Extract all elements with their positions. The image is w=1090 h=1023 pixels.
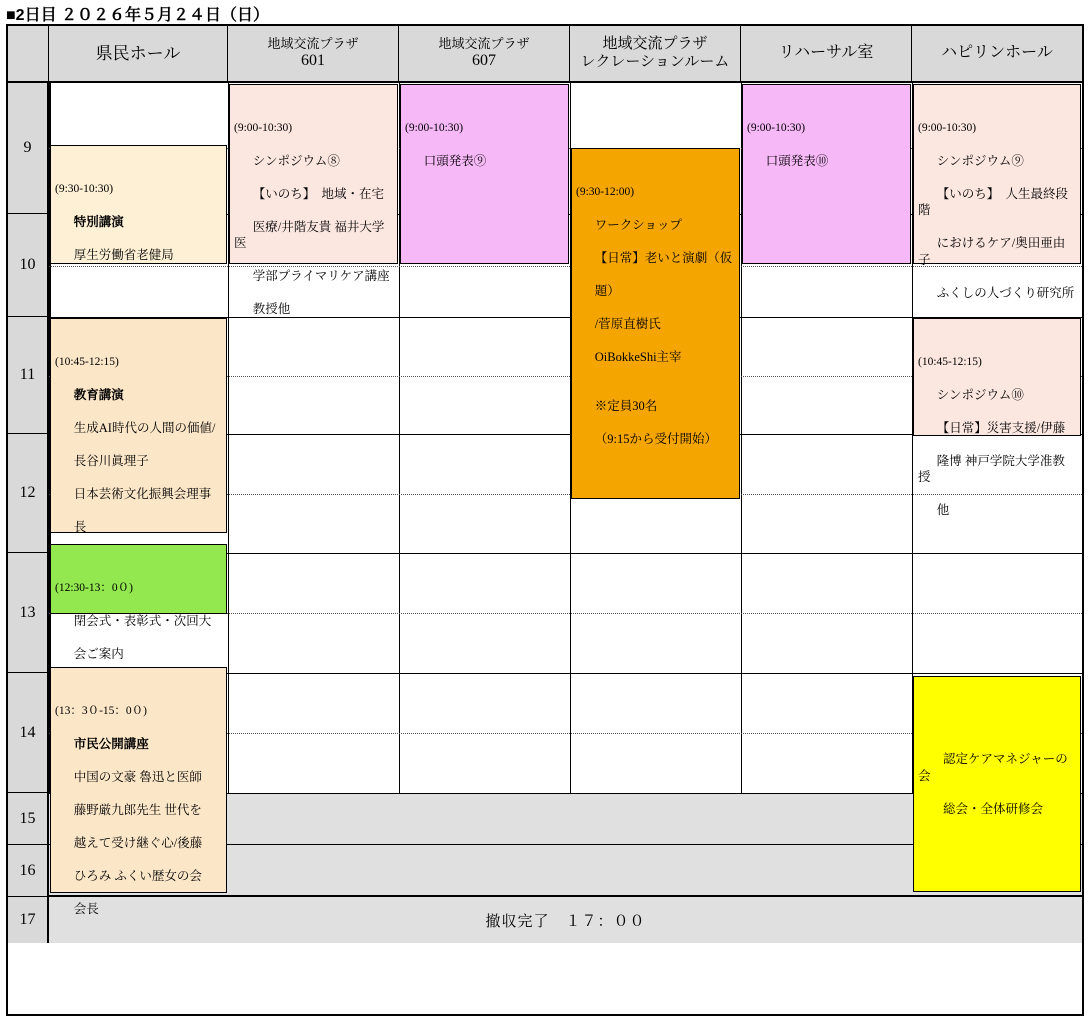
event-workshop-line4: /菅原直樹氏 [594, 316, 661, 331]
header-plaza-607-sub: 607 [472, 51, 496, 69]
event-workshop-line7: （9:15から受付開始） [594, 432, 717, 447]
event-citizen-lecture-line3: 藤野厳九郎先生 世代を [73, 802, 202, 817]
event-special-lecture[interactable] [50, 145, 227, 264]
event-symposium-10-line4: 他 [936, 503, 950, 518]
event-citizen-lecture-line5: ひろみ ふくい歴女の会 [73, 868, 202, 883]
event-citizen-lecture-line2: 中国の文豪 魯迅と医師 [73, 769, 202, 784]
event-special-lecture-line1: 特別講演 [73, 214, 124, 229]
header-rehearsal-room [741, 26, 912, 83]
event-oral-10[interactable] [742, 84, 911, 264]
header-plaza-601-label: 地域交流プラザ [267, 35, 359, 51]
event-symposium-9-line1: シンポジウム⑨ [936, 153, 1024, 168]
event-education-lecture-line4: 日本芸術文化振興会理事 [73, 486, 212, 501]
event-closing-ceremony[interactable] [50, 544, 227, 661]
event-citizen-lecture-line6: 会長 [73, 901, 99, 916]
header-plaza-recreation-sub: レクレーションルーム [580, 53, 730, 70]
event-symposium-8-time: (9:00-10:30) [234, 122, 293, 134]
header-plaza-recreation-label: 地域交流プラザ [602, 36, 708, 53]
event-citizen-lecture-line1: 市民公開講座 [73, 736, 149, 751]
event-symposium-10[interactable] [913, 318, 1081, 518]
event-oral-9[interactable] [400, 84, 569, 264]
event-citizen-lecture-time: (13：3０-15：0０) [55, 705, 147, 717]
event-workshop-line5: OiBokkeShi主宰 [594, 349, 682, 364]
event-special-lecture-time: (9:30-10:30) [55, 183, 114, 195]
event-closing-ceremony-line1: 閉会式・表彰式・次回大 [73, 613, 212, 628]
event-education-lecture[interactable] [50, 318, 227, 533]
time-label-14 [8, 673, 49, 793]
time-12-text: 12 [19, 484, 36, 501]
time-9-text: 9 [23, 139, 32, 156]
event-oral-9-time: (9:00-10:30) [405, 122, 464, 134]
time-16-text: 16 [19, 861, 36, 879]
event-citizen-lecture-line4: 越えて受け継ぐ心/後藤 [73, 835, 203, 850]
header-hapirin-hall [912, 26, 1082, 83]
schedule-grid [6, 24, 1084, 1016]
event-citizen-lecture[interactable] [50, 667, 227, 916]
event-symposium-8-line2: 【いのち】 地域・在宅 [252, 186, 385, 201]
event-symposium-9-line4: ふくしの人づくり研究所 [936, 285, 1075, 300]
time-13-text: 13 [19, 603, 36, 621]
event-workshop-line6: ※定員30名 [594, 399, 658, 414]
event-care-manager[interactable] [913, 676, 1081, 892]
event-symposium-10-line3: 隆博 神戸学院大学准教授 [918, 453, 1065, 485]
event-oral-10-line1: 口頭発表⑩ [765, 153, 829, 168]
time-10-text: 10 [19, 256, 36, 273]
header-kenmin-hall [49, 26, 228, 83]
event-symposium-8[interactable] [229, 84, 398, 317]
event-closing-ceremony-line2: 会ご案内 [73, 646, 124, 661]
time-17-text: 17 [19, 911, 36, 928]
header-plaza-601 [228, 26, 399, 83]
event-education-lecture-line3: 長谷川眞理子 [73, 453, 149, 468]
time-label-15 [8, 793, 49, 845]
event-workshop-line2: 【日常】老いと演劇（仮 [594, 250, 733, 265]
header-plaza-601-sub: 601 [301, 51, 325, 69]
time-label-10 [8, 214, 49, 317]
event-symposium-8-line3: 医療/井階友貴 福井大学医 [234, 219, 385, 251]
event-education-lecture-line1: 教育講演 [73, 387, 124, 402]
header-rehearsal-room-label: リハーサル室 [778, 44, 874, 62]
event-workshop-line1: ワークショップ [594, 217, 683, 232]
event-symposium-10-time: (10:45-12:15) [918, 356, 982, 368]
header-time-col [8, 26, 49, 83]
event-symposium-10-line2: 【日常】災害支援/伊藤 [936, 420, 1066, 435]
event-symposium-10-line1: シンポジウム⑩ [936, 387, 1024, 402]
event-care-manager-line1: 認定ケアマネジャーの会 [918, 752, 1068, 783]
event-care-manager-line2: 総会・全体研修会 [943, 801, 1044, 816]
header-plaza-recreation [570, 26, 741, 83]
time-11-text: 11 [19, 366, 36, 383]
event-symposium-8-line4: 学部プライマリケア講座 [252, 269, 390, 284]
time-label-16 [8, 845, 49, 897]
event-education-lecture-time: (10:45-12:15) [55, 356, 119, 368]
time-15-text: 15 [19, 809, 36, 827]
event-oral-9-line1: 口頭発表⑨ [423, 153, 487, 168]
event-education-lecture-line5: 長 [73, 519, 87, 534]
header-kenmin-hall-label: 県民ホール [95, 43, 181, 63]
event-special-lecture-line2: 厚生労働省老健局 [73, 247, 174, 262]
header-plaza-607-label: 地域交流プラザ [438, 35, 530, 51]
event-oral-10-time: (9:00-10:30) [747, 122, 806, 134]
time-14-text: 14 [19, 723, 36, 741]
time-label-13 [8, 553, 49, 673]
page-title: ■2日目 ２０２６年５月２４日（日） [6, 7, 270, 24]
event-symposium-9-line2: 【いのち】 人生最終段階 [918, 186, 1069, 218]
event-symposium-9-time: (9:00-10:30) [918, 122, 977, 134]
time-label-17 [8, 897, 49, 943]
footer-label: 撤収完了 １７：００ [485, 913, 646, 930]
event-symposium-9-line3: におけるケア/奥田亜由子 [918, 236, 1066, 267]
event-workshop-time: (9:30-12:00) [576, 186, 635, 198]
event-education-lecture-line2: 生成AI時代の人間の価値/ [73, 420, 216, 435]
event-workshop-line3: 題） [594, 283, 620, 298]
event-closing-ceremony-time: (12:30-13：0０) [55, 582, 133, 594]
event-symposium-9[interactable] [913, 84, 1081, 300]
time-label-11 [8, 317, 49, 434]
event-workshop[interactable] [571, 148, 740, 499]
time-label-12 [8, 434, 49, 553]
header-hapirin-hall-label: ハピリンホール [941, 44, 1053, 62]
event-symposium-8-line1: シンポジウム⑧ [252, 153, 340, 168]
header-plaza-607 [399, 26, 570, 83]
event-symposium-8-line5: 教授他 [252, 302, 291, 317]
time-label-9 [8, 83, 49, 214]
